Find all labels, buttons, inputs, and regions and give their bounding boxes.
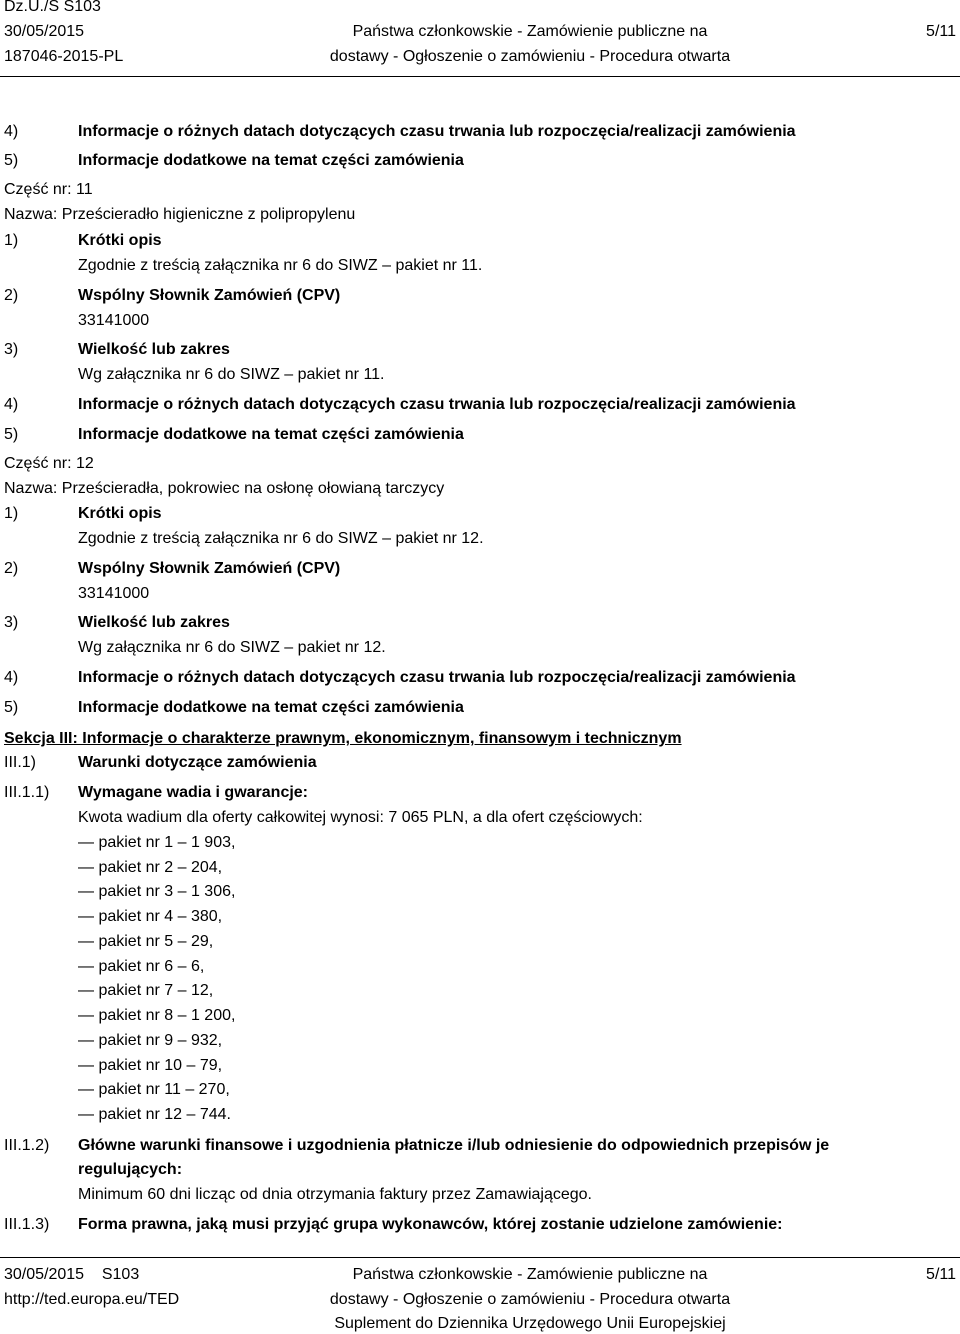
list-item: — pakiet nr 3 – 1 306, bbox=[78, 883, 236, 900]
item-number: 3) bbox=[4, 614, 19, 631]
item-number: 3) bbox=[4, 341, 19, 358]
item-heading: Informacje o różnych datach dotyczących czasu trwania lub rozpoczęcia/realizacji zamówienia bbox=[78, 396, 796, 413]
item-heading: Krótki opis bbox=[78, 505, 162, 522]
section-heading: Sekcja III: Informacje o charakterze prawnym, ekonomicznym, finansowym i technicznym bbox=[4, 730, 682, 747]
header-title-line1: Państwa członkowskie - Zamówienie publiczne na bbox=[352, 23, 708, 40]
item-heading: Wielkość lub zakres bbox=[78, 614, 230, 631]
list-item: — pakiet nr 6 – 6, bbox=[78, 958, 205, 975]
subsection-text: Minimum 60 dni licząc od dnia otrzymania faktury przez Zamawiającego. bbox=[78, 1186, 592, 1203]
list-item: — pakiet nr 11 – 270, bbox=[78, 1081, 230, 1098]
item-number: 2) bbox=[4, 560, 19, 577]
item-heading: Informacje dodatkowe na temat części zamówienia bbox=[78, 152, 464, 169]
item-number: 4) bbox=[4, 396, 19, 413]
item-heading: Wspólny Słownik Zamówień (CPV) bbox=[78, 560, 341, 577]
item-heading: Informacje dodatkowe na temat części zamówienia bbox=[78, 426, 464, 443]
list-item: — pakiet nr 5 – 29, bbox=[78, 933, 214, 950]
item-text: Wg załącznika nr 6 do SIWZ – pakiet nr 12. bbox=[78, 639, 386, 656]
footer-title-line2: dostawy - Ogłoszenie o zamówieniu - Procedura otwarta bbox=[329, 1291, 731, 1308]
item-heading: Krótki opis bbox=[78, 232, 162, 249]
lot-name: Nazwa: Prześcieradła, pokrowiec na osłonę ołowianą tarczycy bbox=[4, 480, 445, 497]
footer-date-series: 30/05/2015 S103 bbox=[4, 1266, 140, 1283]
list-item: — pakiet nr 10 – 79, bbox=[78, 1057, 223, 1074]
list-item: — pakiet nr 12 – 744. bbox=[78, 1106, 231, 1123]
list-item: — pakiet nr 4 – 380, bbox=[78, 908, 223, 925]
header-page-number: 5/11 bbox=[926, 23, 956, 40]
subsection-heading: Główne warunki finansowe i uzgodnienia płatnicze i/lub odniesienie do odpowiednich przepisów je bbox=[78, 1137, 830, 1154]
item-number: 4) bbox=[4, 669, 19, 686]
item-text: Wg załącznika nr 6 do SIWZ – pakiet nr 11. bbox=[78, 366, 385, 383]
lot-number: Część nr: 11 bbox=[4, 181, 93, 198]
list-item: — pakiet nr 7 – 12, bbox=[78, 982, 214, 999]
subsection-text: Kwota wadium dla oferty całkowitej wynosi: 7 065 PLN, a dla ofert częściowych: bbox=[78, 809, 643, 826]
header-date: 30/05/2015 bbox=[4, 23, 85, 40]
item-heading: Informacje o różnych datach dotyczących czasu trwania lub rozpoczęcia/realizacji zamówienia bbox=[78, 123, 796, 140]
subsection-number: III.1.3) bbox=[4, 1216, 50, 1233]
item-text: Zgodnie z treścią załącznika nr 6 do SIWZ – pakiet nr 11. bbox=[78, 257, 483, 274]
cpv-code: 33141000 bbox=[78, 312, 150, 329]
item-number: 1) bbox=[4, 505, 19, 522]
list-item: — pakiet nr 1 – 1 903, bbox=[78, 834, 236, 851]
item-heading: Wspólny Słownik Zamówień (CPV) bbox=[78, 287, 341, 304]
list-item: — pakiet nr 9 – 932, bbox=[78, 1032, 223, 1049]
journal-ref: Dz.U./S S103 bbox=[4, 0, 101, 15]
subsection-heading: Forma prawna, jaką musi przyjąć grupa wykonawców, której zostanie udzielone zamówienie: bbox=[78, 1216, 783, 1233]
subsection-number: III.1) bbox=[4, 754, 37, 771]
item-number: 4) bbox=[4, 123, 19, 140]
footer-title-line1: Państwa członkowskie - Zamówienie publiczne na bbox=[352, 1266, 708, 1283]
item-number: 2) bbox=[4, 287, 19, 304]
lot-number: Część nr: 12 bbox=[4, 455, 94, 472]
subsection-heading-continued: regulujących: bbox=[78, 1161, 183, 1178]
item-heading: Informacje o różnych datach dotyczących czasu trwania lub rozpoczęcia/realizacji zamówienia bbox=[78, 669, 796, 686]
list-item: — pakiet nr 2 – 204, bbox=[78, 859, 223, 876]
list-item: — pakiet nr 8 – 1 200, bbox=[78, 1007, 236, 1024]
item-heading: Wielkość lub zakres bbox=[78, 341, 230, 358]
footer-title-line3: Suplement do Dziennika Urzędowego Unii Europejskiej bbox=[334, 1315, 726, 1332]
footer-rule bbox=[0, 1257, 960, 1258]
footer-page-number: 5/11 bbox=[926, 1266, 956, 1283]
header-title-line2: dostawy - Ogłoszenie o zamówieniu - Procedura otwarta bbox=[329, 48, 731, 65]
subsection-number: III.1.2) bbox=[4, 1137, 50, 1154]
item-number: 5) bbox=[4, 699, 19, 716]
item-text: Zgodnie z treścią załącznika nr 6 do SIWZ – pakiet nr 12. bbox=[78, 530, 484, 547]
header-rule bbox=[0, 76, 960, 77]
item-number: 5) bbox=[4, 426, 19, 443]
item-number: 1) bbox=[4, 232, 19, 249]
cpv-code: 33141000 bbox=[78, 585, 150, 602]
lot-name: Nazwa: Prześcieradło higieniczne z polipropylenu bbox=[4, 206, 356, 223]
subsection-number: III.1.1) bbox=[4, 784, 50, 801]
item-heading: Informacje dodatkowe na temat części zamówienia bbox=[78, 699, 464, 716]
subsection-heading: Warunki dotyczące zamówienia bbox=[78, 754, 317, 771]
document-id: 187046-2015-PL bbox=[4, 48, 124, 65]
footer-url-link[interactable]: http://ted.europa.eu/TED bbox=[4, 1291, 180, 1308]
item-number: 5) bbox=[4, 152, 19, 169]
subsection-heading: Wymagane wadia i gwarancje: bbox=[78, 784, 309, 801]
